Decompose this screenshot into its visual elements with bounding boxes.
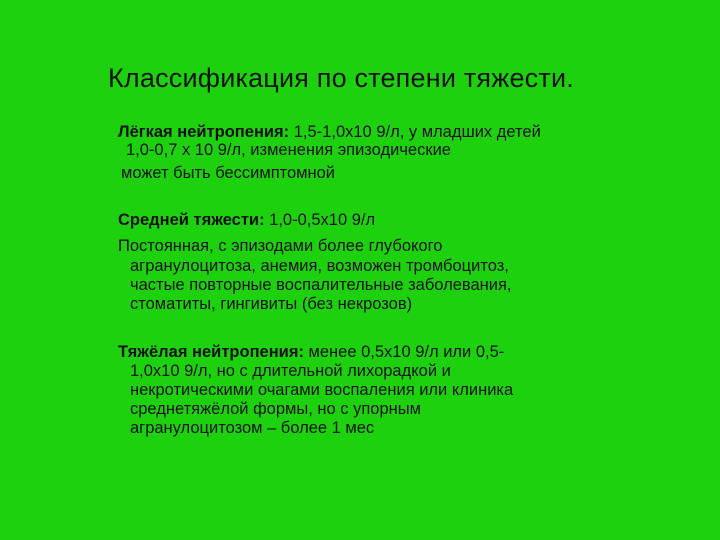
mild-first-line: [118, 123, 541, 141]
moderate-text-3: агранулоцитоза, анемия, возможен тромбоцитоз,: [130, 257, 509, 275]
severe-first-line: [118, 343, 504, 361]
slide-title: Классификация по степени тяжести.: [108, 63, 574, 93]
mild-text-2: 1,0-0,7 х 10 9/л, изменения эпизодические: [126, 141, 451, 159]
moderate-text-2: Постоянная, с эпизодами более глубокого: [118, 237, 443, 255]
mild-label: Лёгкая нейтропения:: [118, 123, 290, 141]
mild-text-1: 1,5-1,0х10 9/л, у младших детей: [289, 123, 541, 141]
moderate-text-5: стоматиты, гингивиты (без некрозов): [130, 295, 413, 313]
moderate-label: Средней тяжести:: [118, 211, 265, 229]
severe-text-2: 1,0х10 9/л, но с длительной лихорадкой и: [130, 362, 451, 380]
moderate-text-1: 1,0-0,5х10 9/л: [264, 211, 376, 229]
severe-text-1: менее 0,5х10 9/л или 0,5-: [303, 343, 505, 361]
severe-text-3: некротическими очагами воспаления или клиника: [130, 381, 514, 399]
severe-text-5: агранулоцитозом – более 1 мес: [130, 419, 375, 437]
moderate-first-line: [118, 211, 375, 229]
severe-label: Тяжёлая нейтропения:: [118, 343, 304, 361]
severe-text-4: среднетяжёлой формы, но с упорным: [130, 400, 421, 418]
moderate-text-4: частые повторные воспалительные заболевания,: [130, 276, 512, 294]
mild-text-3: может быть бессимптомной: [121, 164, 336, 182]
